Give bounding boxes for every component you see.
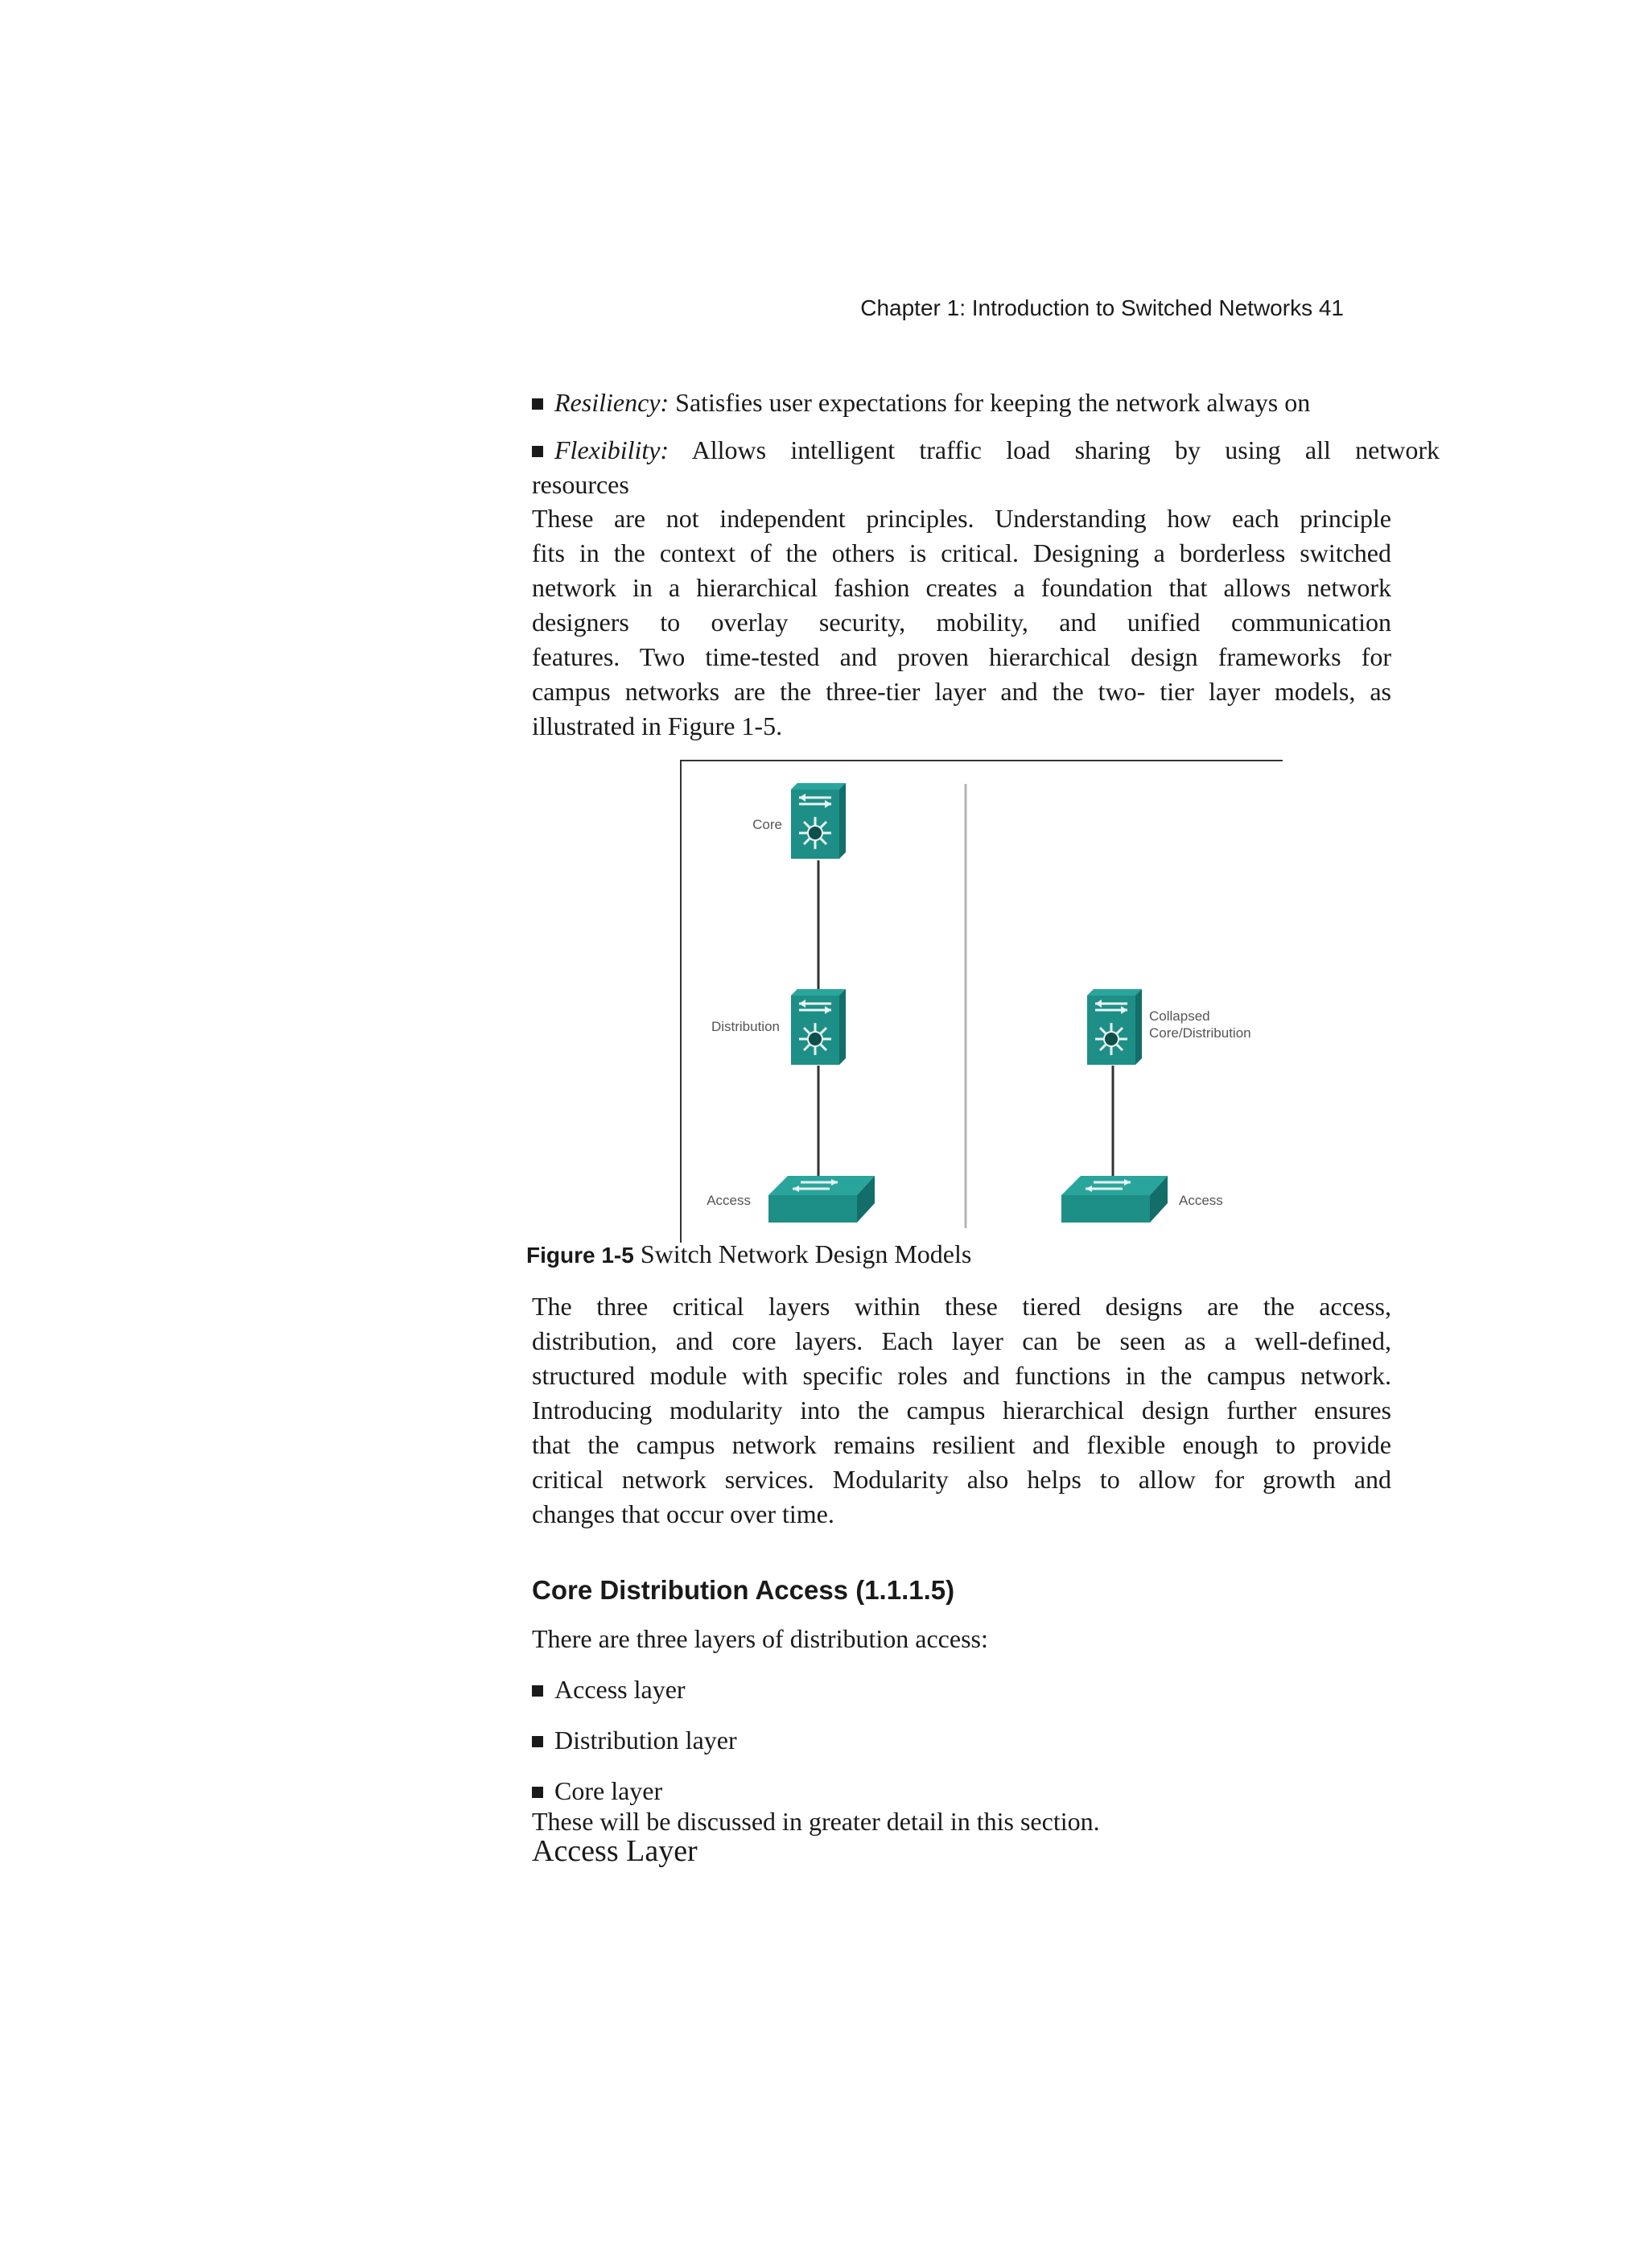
paragraph-line: campus networks are the three-tier layer and the two- tier layer models, as xyxy=(532,677,1391,706)
bullet-distribution-layer xyxy=(532,1723,1441,1758)
label-core: Core xyxy=(752,817,782,832)
paragraph-line: designers to overlay security, mobility, and unified communication xyxy=(532,608,1391,637)
bullet-text: Core layer xyxy=(554,1776,663,1805)
paragraph-line: critical network services. Modularity also helps to allow for growth and xyxy=(532,1465,1391,1494)
bullet-flexibility xyxy=(532,433,1440,502)
bullet-resiliency xyxy=(532,386,1441,420)
paragraph-principles xyxy=(532,501,1391,744)
bullet-square-icon xyxy=(532,398,543,410)
access-switch-left-icon xyxy=(768,1176,875,1223)
bullet-square-icon xyxy=(532,1736,543,1747)
bullet-term: Resiliency: xyxy=(554,388,670,417)
bullet-access-layer xyxy=(532,1672,1441,1707)
paragraph-line: illustrated in Figure 1-5. xyxy=(532,711,783,740)
paragraph-line: changes that occur over time. xyxy=(532,1499,834,1528)
paragraph-line: Introducing modularity into the campus hierarchical design further ensures xyxy=(532,1396,1391,1425)
label-collapsed-line1: Collapsed xyxy=(1149,1008,1210,1024)
caption-label: Figure 1-5 xyxy=(526,1243,634,1268)
label-collapsed-line2: Core/Distribution xyxy=(1149,1025,1251,1041)
bullet-core-layer xyxy=(532,1774,1441,1808)
distribution-switch-icon xyxy=(791,989,846,1065)
paragraph-line: network in a hierarchical fashion creates a foundation that allows network xyxy=(532,573,1391,602)
paragraph-line: fits in the context of the others is critical. Designing a borderless switched xyxy=(532,538,1391,567)
bullet-square-icon xyxy=(532,446,543,457)
paragraph-line: The three critical layers within these tiered designs are the access, xyxy=(532,1292,1391,1321)
paragraph-line: These are not independent principles. Understanding how each principle xyxy=(532,504,1391,533)
bullet-text: Allows intelligent traffic load sharing by using all network xyxy=(691,435,1440,464)
figure-caption xyxy=(526,1238,971,1272)
bullet-text: Satisfies user expectations for keeping the network always on xyxy=(675,388,1311,417)
bullet-line xyxy=(532,433,1440,468)
core-switch-icon xyxy=(791,783,846,859)
label-access-left: Access xyxy=(707,1193,751,1208)
paragraph-line: structured module with specific roles and functions in the campus network. xyxy=(532,1361,1391,1390)
paragraph-layers xyxy=(532,1289,1391,1532)
access-switch-right-icon xyxy=(1061,1176,1168,1223)
figure-switch-design-models xyxy=(680,760,1283,1243)
section-closing: These will be discussed in greater detail in this section. xyxy=(532,1807,1100,1836)
paragraph-line: features. Two time-tested and proven hierarchical design frameworks for xyxy=(532,642,1391,671)
section-heading: Core Distribution Access (1.1.1.5) xyxy=(532,1575,955,1605)
paragraph-line: distribution, and core layers. Each layer can be seen as a well-defined, xyxy=(532,1326,1391,1355)
bullet-term: Flexibility: xyxy=(554,435,670,464)
bullet-text: Access layer xyxy=(554,1675,686,1704)
bullet-square-icon xyxy=(532,1787,543,1798)
collapsed-switch-icon xyxy=(1087,989,1142,1065)
section-intro: There are three layers of distribution access: xyxy=(532,1624,988,1653)
paragraph-line: that the campus network remains resilient and flexible enough to provide xyxy=(532,1430,1391,1459)
sub-heading-access-layer: Access Layer xyxy=(532,1834,698,1868)
bullet-text: Distribution layer xyxy=(554,1726,737,1755)
caption-text: Switch Network Design Models xyxy=(640,1239,972,1268)
bullet-square-icon xyxy=(532,1685,543,1697)
label-access-right: Access xyxy=(1179,1193,1223,1208)
bullet-text-continued: resources xyxy=(532,470,629,499)
running-header: Chapter 1: Introduction to Switched Networks 41 xyxy=(860,295,1344,320)
label-distribution: Distribution xyxy=(711,1019,780,1034)
